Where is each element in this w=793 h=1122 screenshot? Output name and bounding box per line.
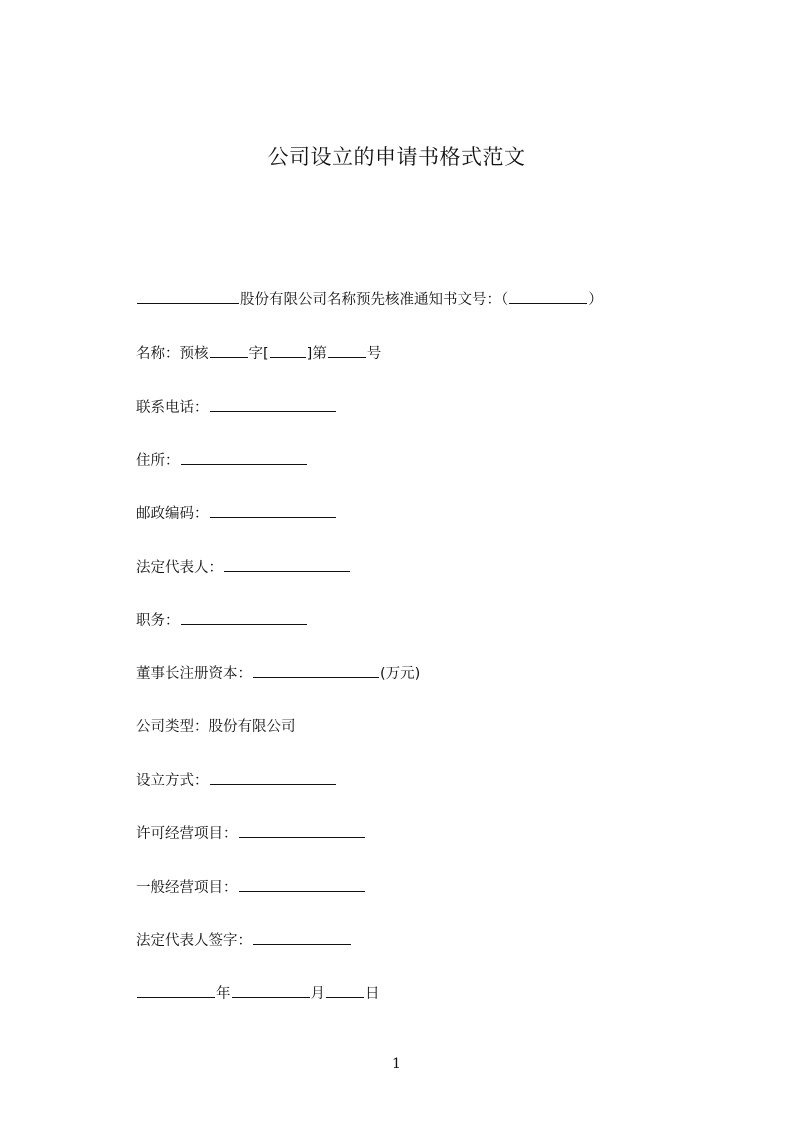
company-type-label: 公司类型： [136,719,209,735]
postcode-blank[interactable] [210,502,336,518]
bracket-open: [ [263,346,269,362]
establish-method-line [136,769,337,792]
approval-number-close: ） [588,292,603,308]
postcode-label: 邮政编码： [136,506,209,522]
company-name-blank[interactable] [137,288,239,304]
name-label: 名称：预核 [136,346,209,362]
licensed-items-label: 许可经营项目： [136,826,238,842]
approval-number-label: 股份有限公司名称预先核准通知书文号：（ [240,292,509,308]
phone-label: 联系电话： [136,400,209,416]
general-items-label: 一般经营项目： [136,880,238,896]
establish-method-blank[interactable] [210,769,336,785]
position-line [136,609,308,632]
general-items-blank[interactable] [239,876,365,892]
general-items-line [136,876,366,899]
phone-blank[interactable] [210,396,336,412]
address-label: 住所： [136,453,180,469]
page-number: 1 [392,1056,401,1072]
year-blank[interactable] [270,342,306,358]
name-line [136,342,381,365]
document-title: 公司设立的申请书格式范文 [267,145,526,169]
capital-label: 董事长注册资本： [136,666,252,682]
company-type-value: 股份有限公司 [208,719,296,735]
month-label: 月 [310,986,325,1002]
capital-unit: (万元) [380,666,421,682]
licensed-items-line [136,822,366,845]
legal-rep-line [136,556,351,579]
legal-rep-label: 法定代表人： [136,560,223,576]
prefix-blank[interactable] [210,342,248,358]
number-blank[interactable] [328,342,366,358]
establish-method-label: 设立方式： [136,773,209,789]
capital-line [136,662,420,685]
company-type-line [136,716,296,738]
signature-line [136,929,352,952]
address-line [136,449,308,472]
year-label: 年 [216,986,231,1002]
licensed-items-blank[interactable] [239,822,365,838]
position-label: 职务： [136,613,180,629]
bracket-close: ] [306,346,313,362]
signature-blank[interactable] [253,929,351,945]
month-field-blank[interactable] [232,982,310,998]
capital-blank[interactable] [253,662,379,678]
approval-number-blank[interactable] [509,288,587,304]
hao-label: 号 [366,346,382,362]
postcode-line [136,502,337,525]
address-blank[interactable] [181,449,307,465]
date-line [136,982,380,1005]
legal-rep-blank[interactable] [224,556,350,572]
di-label: 第 [312,346,327,362]
day-label: 日 [365,986,380,1002]
signature-label: 法定代表人签字： [136,933,252,949]
approval-number-line [136,288,603,311]
day-field-blank[interactable] [326,982,364,998]
position-blank[interactable] [181,609,307,625]
phone-line [136,396,337,419]
year-field-blank[interactable] [137,982,215,998]
zi-label: 字 [248,346,263,362]
